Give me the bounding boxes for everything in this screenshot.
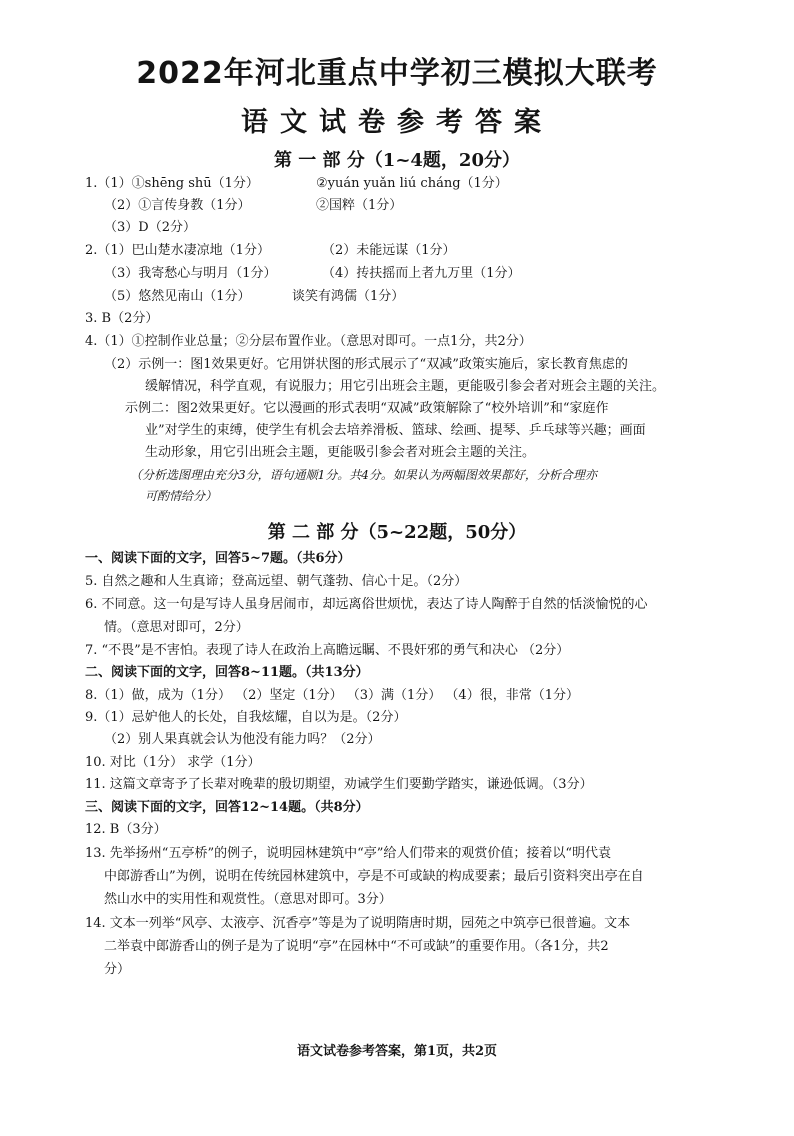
answer-line: 4.（1）①控制作业总量；②分层布置作业。（意思对即可。一点1分，共2分） bbox=[85, 334, 532, 349]
page-subtitle: 语文试卷参考答案 bbox=[241, 107, 553, 138]
answer-line: 缓解情况，科学直观，有说服力；用它引出班会主题，更能吸引参会者对班会主题的关注。 bbox=[145, 379, 666, 394]
answer-line: 情。（意思对即可，2分） bbox=[104, 620, 249, 635]
answer-line: （3）我寄愁心与明月（1分） bbox=[104, 266, 277, 281]
section-heading: 一、阅读下面的文字，回答5~7题。（共6分） bbox=[85, 551, 351, 566]
answer-line: 二举袁中郎游香山的例子是为了说明“亭”在园林中“不可或缺”的重要作用。（各1分，共2 bbox=[104, 939, 609, 954]
answer-line: （2）①言传身教（1分） bbox=[104, 198, 251, 213]
answer-line: （4）抟扶摇而上者九万里（1分） bbox=[322, 266, 521, 281]
answer-line: 13. 先举扬州“五亭桥”的例子，说明园林建筑中“亭”给人们带来的观赏价值；接着以“明代袁 bbox=[85, 846, 612, 861]
scoring-note: （分析选图理由充分3分，语句通顺1分。共4分。如果认为两幅图效果都好，分析合理亦 bbox=[130, 468, 597, 482]
section-heading: 三、阅读下面的文字，回答12~14题。（共8分） bbox=[85, 800, 369, 815]
answer-line: 11. 这篇文章寄予了长辈对晚辈的殷切期望，劝诫学生们要勤学踏实，谦逊低调。（3分） bbox=[85, 777, 593, 792]
answer-line: （5）悠然见南山（1分） bbox=[104, 289, 251, 304]
answer-line: 7. “不畏”是不害怕。表现了诗人在政治上高瞻远瞩、不畏奸邪的勇气和决心 （2分） bbox=[85, 643, 570, 658]
answer-line: ②国粹（1分） bbox=[316, 198, 403, 213]
answer-line: 1.（1）①shēng shū（1分） bbox=[85, 176, 259, 191]
answer-line: 示例二：图2效果更好。它以漫画的形式表明“双减”政策解除了“校外培训”和“家庭作 bbox=[125, 401, 609, 416]
answer-line: 5. 自然之趣和人生真谛；登高远望、朝气蓬勃、信心十足。（2分） bbox=[85, 574, 468, 589]
answer-line: 中郎游香山”为例，说明在传统园林建筑中，亭是不可或缺的构成要素；最后引资料突出亭在自 bbox=[104, 869, 644, 884]
section-heading: 二、阅读下面的文字，回答8~11题。（共13分） bbox=[85, 665, 369, 680]
answer-line: 分） bbox=[104, 962, 131, 977]
answer-line: （2）未能远谋（1分） bbox=[322, 243, 456, 258]
page-title: 2022年河北重点中学初三模拟大联考 bbox=[136, 56, 658, 91]
answer-line: 10. 对比（1分） 求学（1分） bbox=[85, 755, 261, 770]
answer-line: 谈笑有鸿儒（1分） bbox=[292, 289, 405, 304]
answer-line: 业”对学生的束缚，使学生有机会去培养滑板、篮球、绘画、提琴、乒乓球等兴趣；画面 bbox=[145, 423, 646, 438]
scoring-note: 可酌情给分） bbox=[145, 489, 218, 503]
answer-line: 6. 不同意。这一句是写诗人虽身居闹市，却远离俗世烦忧，表达了诗人陶醉于自然的恬淡愉悦的心 bbox=[85, 597, 648, 612]
answer-line: 然山水中的实用性和观赏性。（意思对即可。3分） bbox=[104, 892, 392, 907]
answer-line: 9.（1）忌妒他人的长处，自我炫耀，自以为是。（2分） bbox=[85, 710, 407, 725]
answer-line: ②yuán yuǎn liú cháng（1分） bbox=[316, 176, 508, 191]
answer-line: 12. B（3分） bbox=[85, 822, 167, 837]
answer-line: 14. 文本一列举“风亭、太液亭、沉香亭”等是为了说明隋唐时期，园苑之中筑亭已很普遍。文本 bbox=[85, 916, 631, 931]
answer-line: （3）D（2分） bbox=[104, 220, 196, 235]
answer-line: 2.（1）巴山楚水凄凉地（1分） bbox=[85, 243, 270, 258]
part2-heading: 第 二 部 分（5~22题，50分） bbox=[267, 522, 527, 543]
answer-line: 生动形象，用它引出班会主题，更能吸引参会者对班会主题的关注。 bbox=[145, 445, 536, 460]
part1-heading: 第 一 部 分（1~4题，20分） bbox=[274, 150, 520, 171]
answer-line: （2）别人果真就会认为他没有能力吗？（2分） bbox=[104, 732, 381, 747]
answer-line: （2）示例一：图1效果更好。它用饼状图的形式展示了“双减”政策实施后，家长教育焦虑的 bbox=[104, 357, 628, 372]
page-footer: 语文试卷参考答案，第1页，共2页 bbox=[296, 1044, 498, 1059]
answer-line: 3. B（2分） bbox=[85, 311, 159, 326]
answer-line: 8.（1）做，成为（1分） （2）坚定（1分） （3）满（1分） （4）很，非常（1分） bbox=[85, 688, 579, 703]
